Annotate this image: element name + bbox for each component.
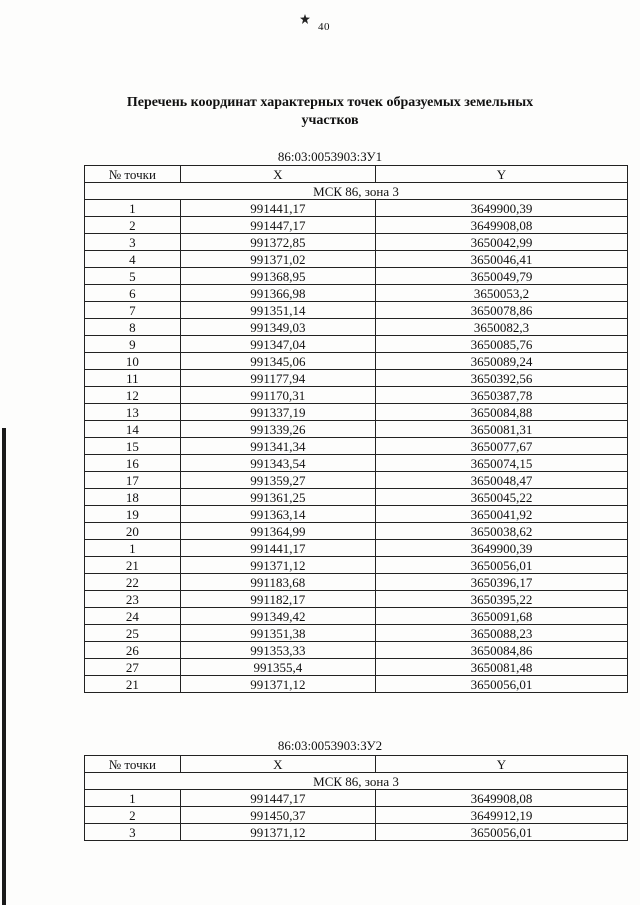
point-number-cell: 23 (85, 591, 181, 608)
table-row (85, 824, 628, 841)
header-point-number: № точки (85, 166, 181, 183)
x-coordinate-cell: 991353,33 (180, 642, 375, 659)
point-number-cell: 2 (85, 217, 181, 234)
point-number-cell: 1 (85, 200, 181, 217)
parcel-2-table-body (85, 773, 628, 841)
point-number-cell: 1 (85, 790, 181, 807)
y-coordinate-cell: 3650088,23 (375, 625, 627, 642)
table-row (85, 200, 628, 217)
table-row (85, 251, 628, 268)
x-coordinate-cell: 991349,03 (180, 319, 375, 336)
x-coordinate-cell: 991361,25 (180, 489, 375, 506)
table-row (85, 268, 628, 285)
y-coordinate-cell: 3650056,01 (375, 824, 627, 841)
table-row (85, 608, 628, 625)
point-number-cell: 11 (85, 370, 181, 387)
x-coordinate-cell: 991351,38 (180, 625, 375, 642)
point-number-cell: 7 (85, 302, 181, 319)
header-point-number: № точки (85, 756, 181, 773)
y-coordinate-cell: 3650082,3 (375, 319, 627, 336)
point-number-cell: 21 (85, 557, 181, 574)
x-coordinate-cell: 991450,37 (180, 807, 375, 824)
point-number-cell: 5 (85, 268, 181, 285)
x-coordinate-cell: 991359,27 (180, 472, 375, 489)
x-coordinate-cell: 991372,85 (180, 234, 375, 251)
y-coordinate-cell: 3650042,99 (375, 234, 627, 251)
table-row (85, 285, 628, 302)
table-row (85, 489, 628, 506)
table-row (85, 472, 628, 489)
y-coordinate-cell: 3650048,47 (375, 472, 627, 489)
y-coordinate-cell: 3650392,56 (375, 370, 627, 387)
x-coordinate-cell: 991441,17 (180, 200, 375, 217)
table-header-row (85, 756, 628, 773)
point-number-cell: 14 (85, 421, 181, 438)
zone-row (85, 773, 628, 790)
y-coordinate-cell: 3650053,2 (375, 285, 627, 302)
point-number-cell: 26 (85, 642, 181, 659)
table-row (85, 676, 628, 693)
page-number: 40 (318, 21, 330, 33)
y-coordinate-cell: 3650081,48 (375, 659, 627, 676)
x-coordinate-cell: 991447,17 (180, 790, 375, 807)
zone-label: МСК 86, зона 3 (85, 773, 628, 790)
y-coordinate-cell: 3649900,39 (375, 200, 627, 217)
table-row (85, 523, 628, 540)
y-coordinate-cell: 3650085,76 (375, 336, 627, 353)
x-coordinate-cell: 991339,26 (180, 421, 375, 438)
point-number-cell: 15 (85, 438, 181, 455)
y-coordinate-cell: 3650056,01 (375, 557, 627, 574)
x-coordinate-cell: 991183,68 (180, 574, 375, 591)
point-number-cell: 16 (85, 455, 181, 472)
point-number-cell: 1 (85, 540, 181, 557)
x-coordinate-cell: 991343,54 (180, 455, 375, 472)
zone-label: МСК 86, зона 3 (85, 183, 628, 200)
x-coordinate-cell: 991364,99 (180, 523, 375, 540)
document-title (0, 94, 640, 130)
table-row (85, 591, 628, 608)
header-y: Y (375, 756, 627, 773)
x-coordinate-cell: 991441,17 (180, 540, 375, 557)
point-number-cell: 22 (85, 574, 181, 591)
y-coordinate-cell: 3650046,41 (375, 251, 627, 268)
point-number-cell: 3 (85, 234, 181, 251)
point-number-cell: 24 (85, 608, 181, 625)
table-header-row (85, 166, 628, 183)
table-row (85, 302, 628, 319)
point-number-cell: 8 (85, 319, 181, 336)
x-coordinate-cell: 991349,42 (180, 608, 375, 625)
point-number-cell: 2 (85, 807, 181, 824)
parcel-1-table-body (85, 183, 628, 693)
x-coordinate-cell: 991347,04 (180, 336, 375, 353)
x-coordinate-cell: 991447,17 (180, 217, 375, 234)
x-coordinate-cell: 991366,98 (180, 285, 375, 302)
x-coordinate-cell: 991341,34 (180, 438, 375, 455)
y-coordinate-cell: 3650081,31 (375, 421, 627, 438)
point-number-cell: 3 (85, 824, 181, 841)
table-row (85, 438, 628, 455)
zone-row (85, 183, 628, 200)
table-row (85, 574, 628, 591)
x-coordinate-cell: 991371,12 (180, 824, 375, 841)
y-coordinate-cell: 3650056,01 (375, 676, 627, 693)
point-number-cell: 12 (85, 387, 181, 404)
table-row (85, 336, 628, 353)
y-coordinate-cell: 3650084,86 (375, 642, 627, 659)
point-number-cell: 21 (85, 676, 181, 693)
point-number-cell: 10 (85, 353, 181, 370)
point-number-cell: 9 (85, 336, 181, 353)
y-coordinate-cell: 3650038,62 (375, 523, 627, 540)
table-row (85, 234, 628, 251)
x-coordinate-cell: 991363,14 (180, 506, 375, 523)
point-number-cell: 6 (85, 285, 181, 302)
x-coordinate-cell: 991177,94 (180, 370, 375, 387)
table-row (85, 659, 628, 676)
point-number-cell: 19 (85, 506, 181, 523)
y-coordinate-cell: 3649908,08 (375, 790, 627, 807)
y-coordinate-cell: 3650091,68 (375, 608, 627, 625)
parcel-2-coordinates-table (84, 755, 628, 841)
header-y: Y (375, 166, 627, 183)
y-coordinate-cell: 3650049,79 (375, 268, 627, 285)
table-row (85, 404, 628, 421)
y-coordinate-cell: 3650395,22 (375, 591, 627, 608)
y-coordinate-cell: 3650089,24 (375, 353, 627, 370)
table-row (85, 790, 628, 807)
point-number-cell: 20 (85, 523, 181, 540)
y-coordinate-cell: 3650387,78 (375, 387, 627, 404)
x-coordinate-cell: 991368,95 (180, 268, 375, 285)
y-coordinate-cell: 3650078,86 (375, 302, 627, 319)
y-coordinate-cell: 3650045,22 (375, 489, 627, 506)
x-coordinate-cell: 991371,12 (180, 676, 375, 693)
y-coordinate-cell: 3650084,88 (375, 404, 627, 421)
table-row (85, 642, 628, 659)
x-coordinate-cell: 991345,06 (180, 353, 375, 370)
table-row (85, 370, 628, 387)
table-row (85, 455, 628, 472)
point-number-cell: 18 (85, 489, 181, 506)
x-coordinate-cell: 991371,02 (180, 251, 375, 268)
table-row (85, 353, 628, 370)
y-coordinate-cell: 3649912,19 (375, 807, 627, 824)
y-coordinate-cell: 3649908,08 (375, 217, 627, 234)
scan-edge-bar (2, 428, 6, 905)
title-line-2: участков (301, 113, 359, 128)
table-row (85, 540, 628, 557)
point-number-cell: 25 (85, 625, 181, 642)
x-coordinate-cell: 991182,17 (180, 591, 375, 608)
point-number-cell: 13 (85, 404, 181, 421)
title-line-1: Перечень координат характерных точек образуемых земельных (126, 95, 534, 110)
header-x: X (180, 756, 375, 773)
x-coordinate-cell: 991170,31 (180, 387, 375, 404)
x-coordinate-cell: 991337,19 (180, 404, 375, 421)
y-coordinate-cell: 3650077,67 (375, 438, 627, 455)
y-coordinate-cell: 3650041,92 (375, 506, 627, 523)
y-coordinate-cell: 3650396,17 (375, 574, 627, 591)
table-row (85, 217, 628, 234)
header-x: X (180, 166, 375, 183)
x-coordinate-cell: 991355,4 (180, 659, 375, 676)
table-row (85, 807, 628, 824)
point-number-cell: 27 (85, 659, 181, 676)
table-row (85, 319, 628, 336)
table-row (85, 557, 628, 574)
point-number-cell: 17 (85, 472, 181, 489)
parcel-2-caption: 86:03:0053903:ЗУ2 (277, 738, 383, 753)
stamp-mark (300, 14, 310, 24)
table-row (85, 421, 628, 438)
parcel-1-caption: 86:03:0053903:ЗУ1 (277, 149, 383, 164)
x-coordinate-cell: 991371,12 (180, 557, 375, 574)
table-row (85, 506, 628, 523)
parcel-1-coordinates-table (84, 165, 628, 693)
y-coordinate-cell: 3649900,39 (375, 540, 627, 557)
table-row (85, 625, 628, 642)
y-coordinate-cell: 3650074,15 (375, 455, 627, 472)
table-row (85, 387, 628, 404)
x-coordinate-cell: 991351,14 (180, 302, 375, 319)
point-number-cell: 4 (85, 251, 181, 268)
